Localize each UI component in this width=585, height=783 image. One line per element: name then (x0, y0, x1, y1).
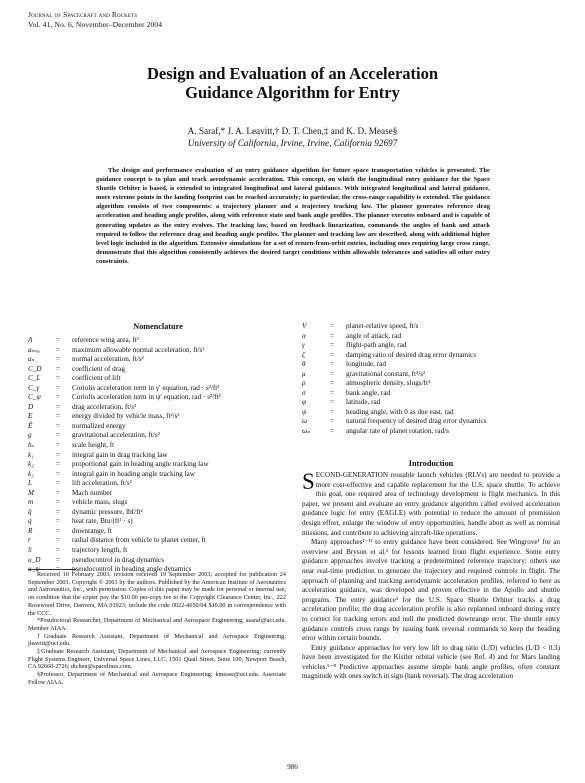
nomenclature-symbol: σ (302, 388, 306, 397)
nomenclature-row (28, 508, 290, 518)
nomenclature-row (28, 403, 290, 413)
nomenclature-symbol: k₃ (28, 469, 34, 478)
nomenclature-symbol: Ê (28, 421, 33, 430)
equals-sign: = (56, 393, 61, 402)
nomenclature-definition: natural frequency of desired drag error dynamics (346, 417, 487, 426)
nomenclature-symbol: k₁ (28, 450, 34, 459)
nomenclature-row (302, 351, 562, 361)
nomenclature-symbol: D (28, 402, 34, 411)
equals-sign: = (56, 421, 61, 430)
nomenclature-row (28, 393, 290, 403)
nomenclature-definition: Coriolis acceleration term in ψ′ equation, rad · s²/ft² (72, 393, 221, 402)
footnote-author-2: †Graduate Research Assistant, Department of Mechanical and Aerospace Engineering; jleavitt@uci.edu. (28, 632, 286, 648)
nomenclature-definition: coefficient of lift (72, 374, 121, 383)
nomenclature-row (28, 451, 290, 461)
nomenclature-symbol: L (28, 479, 32, 488)
nomenclature-row (28, 355, 290, 365)
nomenclature-definition: integral gain in drag tracking law (72, 450, 168, 459)
nomenclature-definition: reference wing area, ft² (72, 336, 139, 344)
equals-sign: = (56, 383, 61, 392)
nomenclature-definition: scale height, ft (72, 441, 115, 450)
drop-cap: S (302, 469, 315, 494)
nomenclature-row (28, 536, 290, 546)
nomenclature-definition: dynamic pressure, lbf/ft² (72, 507, 143, 516)
equals-sign: = (330, 427, 335, 436)
equals-sign: = (330, 341, 335, 350)
equals-sign: = (330, 388, 335, 397)
intro-paragraph-2: Many approaches¹⁻¹³ to entry guidance have been considered. See Wingrove¹ for an overview and Bryson et al.² for lessons learned from flight experience. Some entry guidance approaches involve tracking a predetermined reference trajectory; others use near real-time prediction to generate the trajectory and required controls in flight. The approach of planning and tracking aerodynamic acceleration profiles, referred to here as acceleration guidance, was developed and proven effective in the Apollo and shuttle programs. The entry guidance³ for the U.S. Space Shuttle Orbiter tracks a drag acceleration profile; the drag acceleration profile is also replanned onboard during entry to correct for tracking errors and null the predicted downrange error. The shuttle entry guidance controls cross range by issuing bank reversal commands to keep the heading error within certain bounds. (302, 538, 560, 643)
nomenclature-symbol: r (28, 536, 31, 545)
affiliation: University of California, Irvine, Irvine, California 92697 (187, 138, 398, 148)
nomenclature-symbol: A (28, 336, 33, 344)
nomenclature-row (28, 412, 290, 422)
equals-sign: = (56, 402, 61, 411)
nomenclature-definition: coefficient of drag (72, 364, 125, 373)
nomenclature-row (28, 384, 290, 394)
equals-sign: = (56, 336, 61, 344)
introduction-heading: Introduction (408, 459, 454, 468)
nomenclature-list-right (302, 322, 562, 437)
nomenclature-row (28, 346, 290, 356)
equals-sign: = (56, 412, 61, 421)
paper-title (0, 64, 585, 102)
nomenclature-definition: heading angle, with 0 as due east, rad (346, 407, 454, 416)
nomenclature-definition: latitude, rad (346, 398, 381, 407)
equals-sign: = (56, 507, 61, 516)
nomenclature-row (302, 398, 562, 408)
equals-sign: = (56, 355, 61, 364)
nomenclature-row (28, 498, 290, 508)
journal-volume: Vol. 41, No. 6, November–December 2004 (28, 20, 163, 29)
nomenclature-row (302, 417, 562, 427)
nomenclature-row (302, 322, 562, 332)
nomenclature-symbol: M (28, 488, 34, 497)
nomenclature-row (28, 441, 290, 451)
nomenclature-symbol: ρ (302, 379, 306, 388)
equals-sign: = (330, 417, 335, 426)
intro-paragraph-1 (302, 471, 560, 538)
nomenclature-symbol: S (28, 546, 32, 555)
nomenclature-title: Nomenclature (133, 322, 183, 331)
nomenclature-symbol: ζ (302, 350, 305, 359)
nomenclature-symbol: φ (302, 398, 306, 407)
equals-sign: = (56, 479, 61, 488)
intro-paragraph-3: Entry guidance approaches for very low lift to drag ratio (L/D) vehicles (L/D < 0.3) have been investigated for the Kistler orbital vehicle (see Ref. 4) and for Mars landing vehicles.⁵⁻⁸ Predictive approaches assume simple bank angle profiles, often constant magnitude with ones switch in sign (bank reversal). The drag acceleration (302, 643, 560, 681)
nomenclature-symbol: aₙ (28, 355, 35, 364)
title-line-2: Guidance Algorithm for Entry (185, 83, 400, 102)
equals-sign: = (56, 431, 61, 440)
nomenclature-definition: integral gain in heading angle tracking law (72, 469, 195, 478)
footnote-received: Received 10 February 2003; revision received 19 September 2003; accepted for publication 24 September 2003. Copyright © 2003 by the authors. Published by the American Institute of Aeronautics and Astronautics, Inc., with permission. Copies of this paper may be made for personal or internal use, on condition that the copier pay the $10.00 per-copy fee to the Copyright Clearance Center, Inc., 222 Rosewood Drive, Danvers, MA 01923; include the code 0022-4650/04 $10.00 in correspondence with the CCC. (28, 571, 286, 617)
nomenclature-symbol: aₘₐₓ (28, 345, 41, 354)
nomenclature-symbol: u_D (28, 555, 41, 564)
footnotes (28, 571, 286, 687)
nomenclature-definition: longitude, rad (346, 360, 386, 369)
equals-sign: = (330, 322, 335, 330)
nomenclature-row (302, 341, 562, 351)
nomenclature-row (302, 360, 562, 370)
footnote-author-4: §Professor, Department of Mechanical and Aerospace Engineering; kmease@uci.edu. Associate Fellow AIAA. (28, 671, 286, 686)
equals-sign: = (56, 517, 61, 526)
nomenclature-definition: heat rate, Btu/(ft² · s) (72, 517, 133, 526)
nomenclature-row (28, 431, 290, 441)
nomenclature-definition: Mach number (72, 488, 113, 497)
equals-sign: = (330, 407, 335, 416)
nomenclature-definition: bank angle, rad (346, 388, 391, 397)
equals-sign: = (56, 469, 61, 478)
nomenclature-definition: maximum allowable normal acceleration, ft/s² (72, 345, 205, 354)
equals-sign: = (330, 398, 335, 407)
nomenclature-definition: downrange, ft (72, 526, 112, 535)
nomenclature-row (28, 527, 290, 537)
nomenclature-symbol: α (302, 331, 306, 340)
abstract (96, 166, 490, 266)
equals-sign: = (330, 360, 335, 369)
nomenclature-symbol: k₂ (28, 460, 34, 469)
nomenclature-definition: normal acceleration, ft/s² (72, 355, 144, 364)
equals-sign: = (56, 565, 61, 574)
equals-sign: = (56, 345, 61, 354)
equals-sign: = (56, 450, 61, 459)
nomenclature-row (302, 389, 562, 399)
equals-sign: = (330, 331, 335, 340)
nomenclature-symbol: q̇ (28, 517, 32, 526)
footnote-rule (28, 569, 76, 570)
nomenclature-list-left (28, 336, 290, 575)
nomenclature-row (302, 408, 562, 418)
nomenclature-symbol: C_D (28, 364, 42, 373)
nomenclature-symbol: V (302, 322, 307, 330)
nomenclature-row (28, 374, 290, 384)
nomenclature-row (28, 546, 290, 556)
nomenclature-definition: pseudocontrol in drag dynamics (72, 555, 165, 564)
title-line-1: Design and Evaluation of an Acceleration (146, 64, 439, 83)
nomenclature-definition: planet-relative speed, ft/s (346, 322, 419, 330)
nomenclature-row (302, 370, 562, 380)
equals-sign: = (56, 488, 61, 497)
nomenclature-definition: pseudocontrol in heading angle dynamics (72, 565, 192, 574)
nomenclature-definition: angular rate of planet rotation, rad/s (346, 427, 449, 436)
equals-sign: = (330, 379, 335, 388)
page-number: 986 (287, 763, 298, 771)
nomenclature-symbol: C_γ (28, 383, 40, 392)
nomenclature-row (28, 517, 290, 527)
equals-sign: = (56, 498, 61, 507)
nomenclature-symbol: hₛ (28, 441, 35, 450)
nomenclature-definition: lift acceleration, ft/s² (72, 479, 132, 488)
intro-paragraph-1-text: ECOND-GENERATION reusable launch vehicles (RLVs) are needed to provide a more cost-effective and capable replacement for the U.S. space shuttle. To achieve this goal, one required area of technology development is flight mechanics. In this paper, we present and evaluate an entry guidance algorithm called evolved acceleration guidance logic for entry (EAGLE) with potential to reduce the amount of premission design effort, enlarge the window of entry opportunities, handle abort as well as nominal missions, and contribute to achieving aircraft-like operations. (302, 471, 560, 537)
nomenclature-symbol: ψ (302, 407, 307, 416)
nomenclature-definition: radial distance from vehicle to planet center, ft (72, 536, 206, 545)
nomenclature-row (28, 460, 290, 470)
equals-sign: = (56, 526, 61, 535)
authors: A. Saraf,* J. A. Leavitt,† D. T. Chen,‡ and K. D. Mease§ (187, 126, 398, 136)
nomenclature-symbol: q̄ (28, 507, 32, 516)
nomenclature-definition: proportional gain in heading angle tracking law (72, 460, 209, 469)
nomenclature-definition: energy divided by vehicle mass, ft²/s² (72, 412, 180, 421)
journal-header (28, 10, 162, 30)
nomenclature-definition: gravitational acceleration, ft/s² (72, 431, 160, 440)
nomenclature-row (28, 470, 290, 480)
nomenclature-symbol: g (28, 431, 32, 440)
equals-sign: = (330, 350, 335, 359)
nomenclature-symbol: m (28, 498, 34, 507)
nomenclature-row (302, 332, 562, 342)
nomenclature-definition: atmospheric density, slugs/ft³ (346, 379, 431, 388)
abstract-text: The design and performance evaluation of an entry guidance algorithm for future space transportation vehicles is presented. The guidance concept is to plan and track aerodynamic acceleration. This concept, on which the longitudinal entry guidance for the Space Shuttle Orbiter is based, is extended to integrated longitudinal and lateral guidance. With integrated longitudinal and lateral guidance, more extreme points in the landing footprint can be reached accurately; in particular, the cross-range capability is extended. The guidance algorithm consists of two components: a trajectory planner and a trajectory tracking law. The planner generates reference drag acceleration and heading angle profiles, along with reference state and bank angle profiles. The planner executes onboard and is capable of generating updates as the entry evolves. The tracking law, based on feedback linearization, commands the angles of bank and attack required to follow the reference drag and heading angle profiles. The planner and tracking law are described, along with additional higher level logic included in the algorithm. Extensive simulations for a set of return-from-orbit entries, including ones requiring large cross range, demonstrate that this algorithm consistently achieves the desired target conditions within allowable tolerances and satisfies all other entry constraints. (96, 167, 490, 265)
equals-sign: = (56, 374, 61, 383)
equals-sign: = (56, 441, 61, 450)
equals-sign: = (56, 555, 61, 564)
equals-sign: = (56, 546, 61, 555)
journal-name: Journal of Spacecraft and Rockets (28, 10, 138, 19)
nomenclature-row (28, 365, 290, 375)
nomenclature-row (28, 556, 290, 566)
nomenclature-definition: normalized energy (72, 421, 126, 430)
nomenclature-definition: drag acceleration, ft/s² (72, 402, 137, 411)
nomenclature-definition: Coriolis acceleration term in γ′ equation, rad · s²/ft² (72, 383, 220, 392)
nomenclature-symbol: ωₚ (302, 427, 310, 436)
equals-sign: = (56, 364, 61, 373)
equals-sign: = (56, 536, 61, 545)
equals-sign: = (330, 369, 335, 378)
nomenclature-row (28, 479, 290, 489)
nomenclature-symbol: E (28, 412, 33, 421)
nomenclature-definition: trajectory length, ft (72, 546, 128, 555)
nomenclature-symbol: u_ψ (28, 565, 40, 574)
nomenclature-row (302, 427, 562, 437)
nomenclature-definition: vehicle mass, slugs (72, 498, 128, 507)
nomenclature-row (302, 379, 562, 389)
nomenclature-definition: angle of attack, rad (346, 331, 402, 340)
nomenclature-definition: gravitational constant, ft³/s² (346, 369, 426, 378)
nomenclature-row (28, 336, 290, 346)
introduction-body (302, 471, 560, 682)
nomenclature-symbol: γ (302, 341, 305, 350)
nomenclature-definition: flight-path angle, rad (346, 341, 407, 350)
nomenclature-row (28, 489, 290, 499)
nomenclature-symbol: θ (302, 360, 306, 369)
nomenclature-symbol: C_ψ (28, 393, 41, 402)
nomenclature-symbol: C_L (28, 374, 41, 383)
equals-sign: = (56, 460, 61, 469)
footnote-author-3: ‡Graduate Research Assistant, Department of Mechanical and Aerospace Engineering; currently Flight Systems Engineer, Universal Space Lines, LLC, 1501 Quail Street, Suite 100, Newport Beach, CA 92660-2726; dtchen@spacelines.com. (28, 648, 286, 671)
nomenclature-symbol: μ (302, 369, 306, 378)
nomenclature-symbol: ω (302, 417, 308, 426)
nomenclature-definition: damping ratio of desired drag error dynamics (346, 350, 477, 359)
footnote-author-1: *Postdoctoral Researcher, Department of Mechanical and Aerospace Engineering; asaraf@uci.edu. Member AIAA. (28, 617, 286, 632)
nomenclature-symbol: R (28, 526, 33, 535)
nomenclature-row (28, 422, 290, 432)
